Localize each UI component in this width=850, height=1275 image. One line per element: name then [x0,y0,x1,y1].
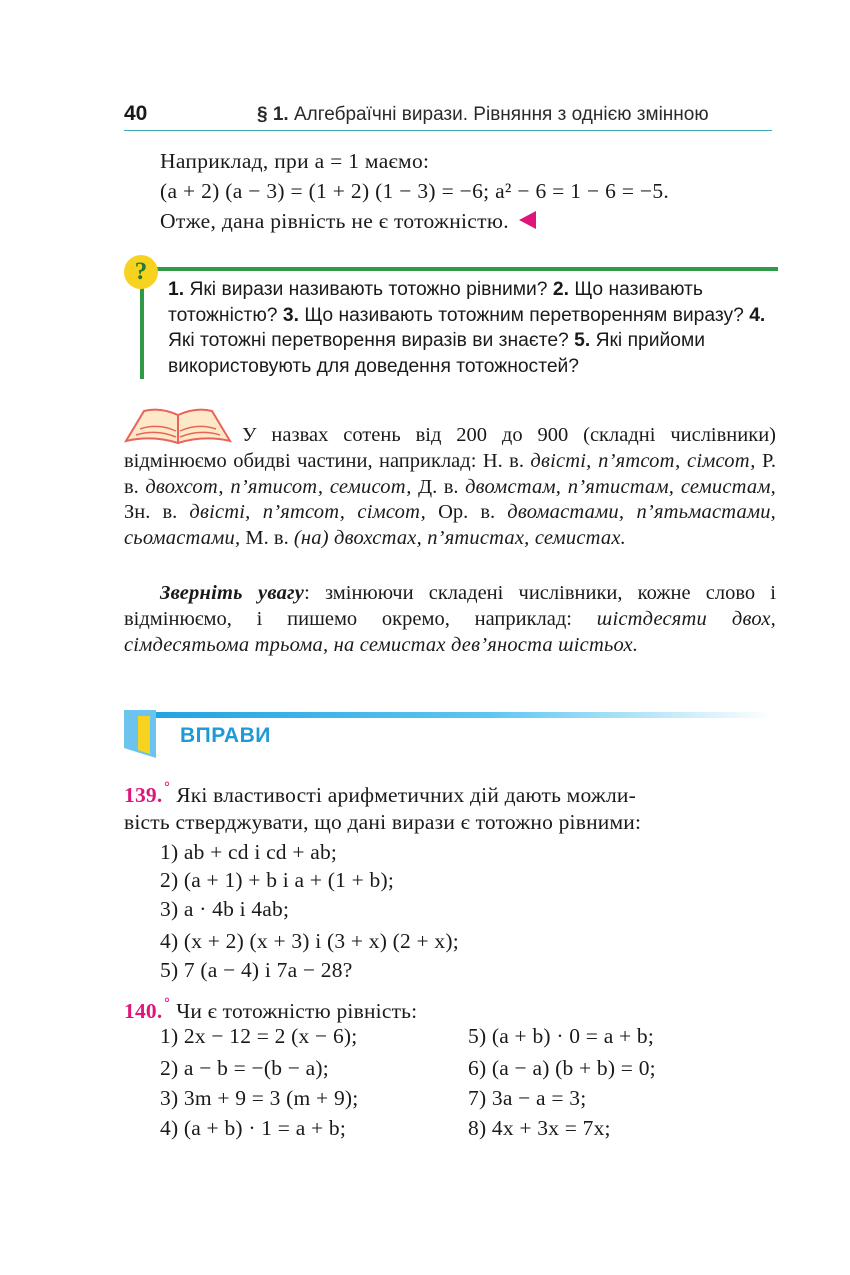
exercise-140-line [124,996,417,1024]
q1-number: 1. [168,279,185,300]
questions-left-rule [140,285,144,379]
exercise-140-item: 1) 2x − 12 = 2 (x − 6); [160,1024,358,1048]
example-conclusion: Отже, дана рівність не є тотожністю. [160,209,509,233]
q5-number: 5. [574,330,591,351]
note-example: (на) двохстах, п’ятистах, семистах. [293,527,627,550]
example-line-1: Наприклад, при a = 1 маємо: [160,149,430,173]
running-head [257,104,709,126]
exercise-139-item: 3) a · 4b і 4ab; [160,897,290,921]
exercises-tab-icon [124,710,156,758]
exercise-140-item: 5) (a + b) · 0 = a + b; [468,1024,655,1048]
note-example: двомстам, п’ятистам, семистам, [465,475,776,498]
question-mark-icon: ? [124,255,158,289]
section-title: Алгебраїчні вирази. Рівняння з однією змінною [288,104,709,125]
note-text: Зн. в. [124,501,190,524]
exercises-rule [134,712,774,718]
note-text: Д. в. [411,475,466,498]
note-example: двомастами, п’ятьмастами, сьомастами, [124,501,777,550]
exercise-140-item: 6) (a − a) (b + b) = 0; [468,1056,656,1080]
exercises-title: ВПРАВИ [180,724,271,747]
example-line-3 [160,209,536,234]
exercises-heading [124,710,784,760]
q4-text: Які тотожні перетворення виразів ви знаєте? [168,330,575,351]
questions-top-rule [142,267,778,271]
note-example: двохсот, п’ятисот, семисот, [145,475,412,498]
exercise-140-item: 4) (a + b) · 1 = a + b; [160,1116,347,1140]
exercise-140-item: 3) 3m + 9 = 3 (m + 9); [160,1086,359,1110]
q3-number: 3. [282,304,299,326]
exercise-140-item: 2) a − b = −(b − a); [160,1056,329,1080]
page-header [124,100,772,131]
attention-text: : змінюючи складені числівники, кожне слово і відмінюємо, і пишемо окремо, наприклад: [124,582,776,630]
note-text: Ор. в. [425,501,508,524]
attention-example: шістдесяти двох, сімдесятьома трьома, на семистах дев’яноста шістьох. [124,607,776,656]
exercise-139-text: Які властивості арифметичних дій дають можли- [170,783,636,807]
note-text: Р. в. [124,449,776,498]
example-line-2: (a + 2) (a − 3) = (1 + 2) (1 − 3) = −6; a² − 6 = 1 − 6 = −5. [160,179,670,203]
attention-note [124,581,776,658]
numerals-note [124,423,776,552]
page-number: 40 [124,102,148,125]
exercise-140-item: 8) 4x + 3x = 7x; [468,1116,611,1140]
end-of-proof-triangle-icon [519,211,536,229]
note-example: двісті, п’ятсот, сімсот, [189,501,426,524]
difficulty-circle-icon: ° [163,996,171,1012]
exercise-140-number: 140. [124,999,163,1023]
q3-text: Що називають тотожним перетворенням виразу? [298,304,750,326]
difficulty-circle-icon: ° [163,780,171,796]
q5-text: Які прийоми використовують для доведення тотожностей? [168,330,706,377]
q1-text: Які вирази називають тотожно рівними? [184,279,553,300]
note-text: У назвах сотень від 200 до 900 (складні числівники) відмінюємо обидві частини, наприклад: Н. в. [124,424,776,472]
exercise-139-item: 1) ab + cd і cd + ab; [160,840,338,864]
exercise-140-item: 7) 3a − a = 3; [468,1086,587,1110]
q2-text: Що називають тотожністю? [168,279,703,326]
exercise-139-item: 5) 7 (a − 4) і 7a − 28? [160,958,353,982]
exercise-139-item: 2) (a + 1) + b і a + (1 + b); [160,868,395,892]
exercise-139-item: 4) (x + 2) (x + 3) і (3 + x) (2 + x); [160,929,459,953]
q4-number: 4. [749,304,766,326]
note-example: двісті, п’ятсот, сімсот, [530,449,756,472]
exercise-139-line-2: вість стверджувати, що дані вирази є тотожно рівними: [124,810,642,834]
section-mark: § 1. [257,104,289,125]
exercise-139-line-1 [124,780,636,808]
review-questions [124,253,778,381]
q2-number: 2. [552,279,569,300]
attention-label: Зверніть увагу [160,582,305,604]
exercise-139-number: 139. [124,783,163,807]
exercise-140-text: Чи є тотожністю рівність: [170,999,418,1023]
questions-text [168,277,778,379]
note-text: М. в. [240,527,294,550]
